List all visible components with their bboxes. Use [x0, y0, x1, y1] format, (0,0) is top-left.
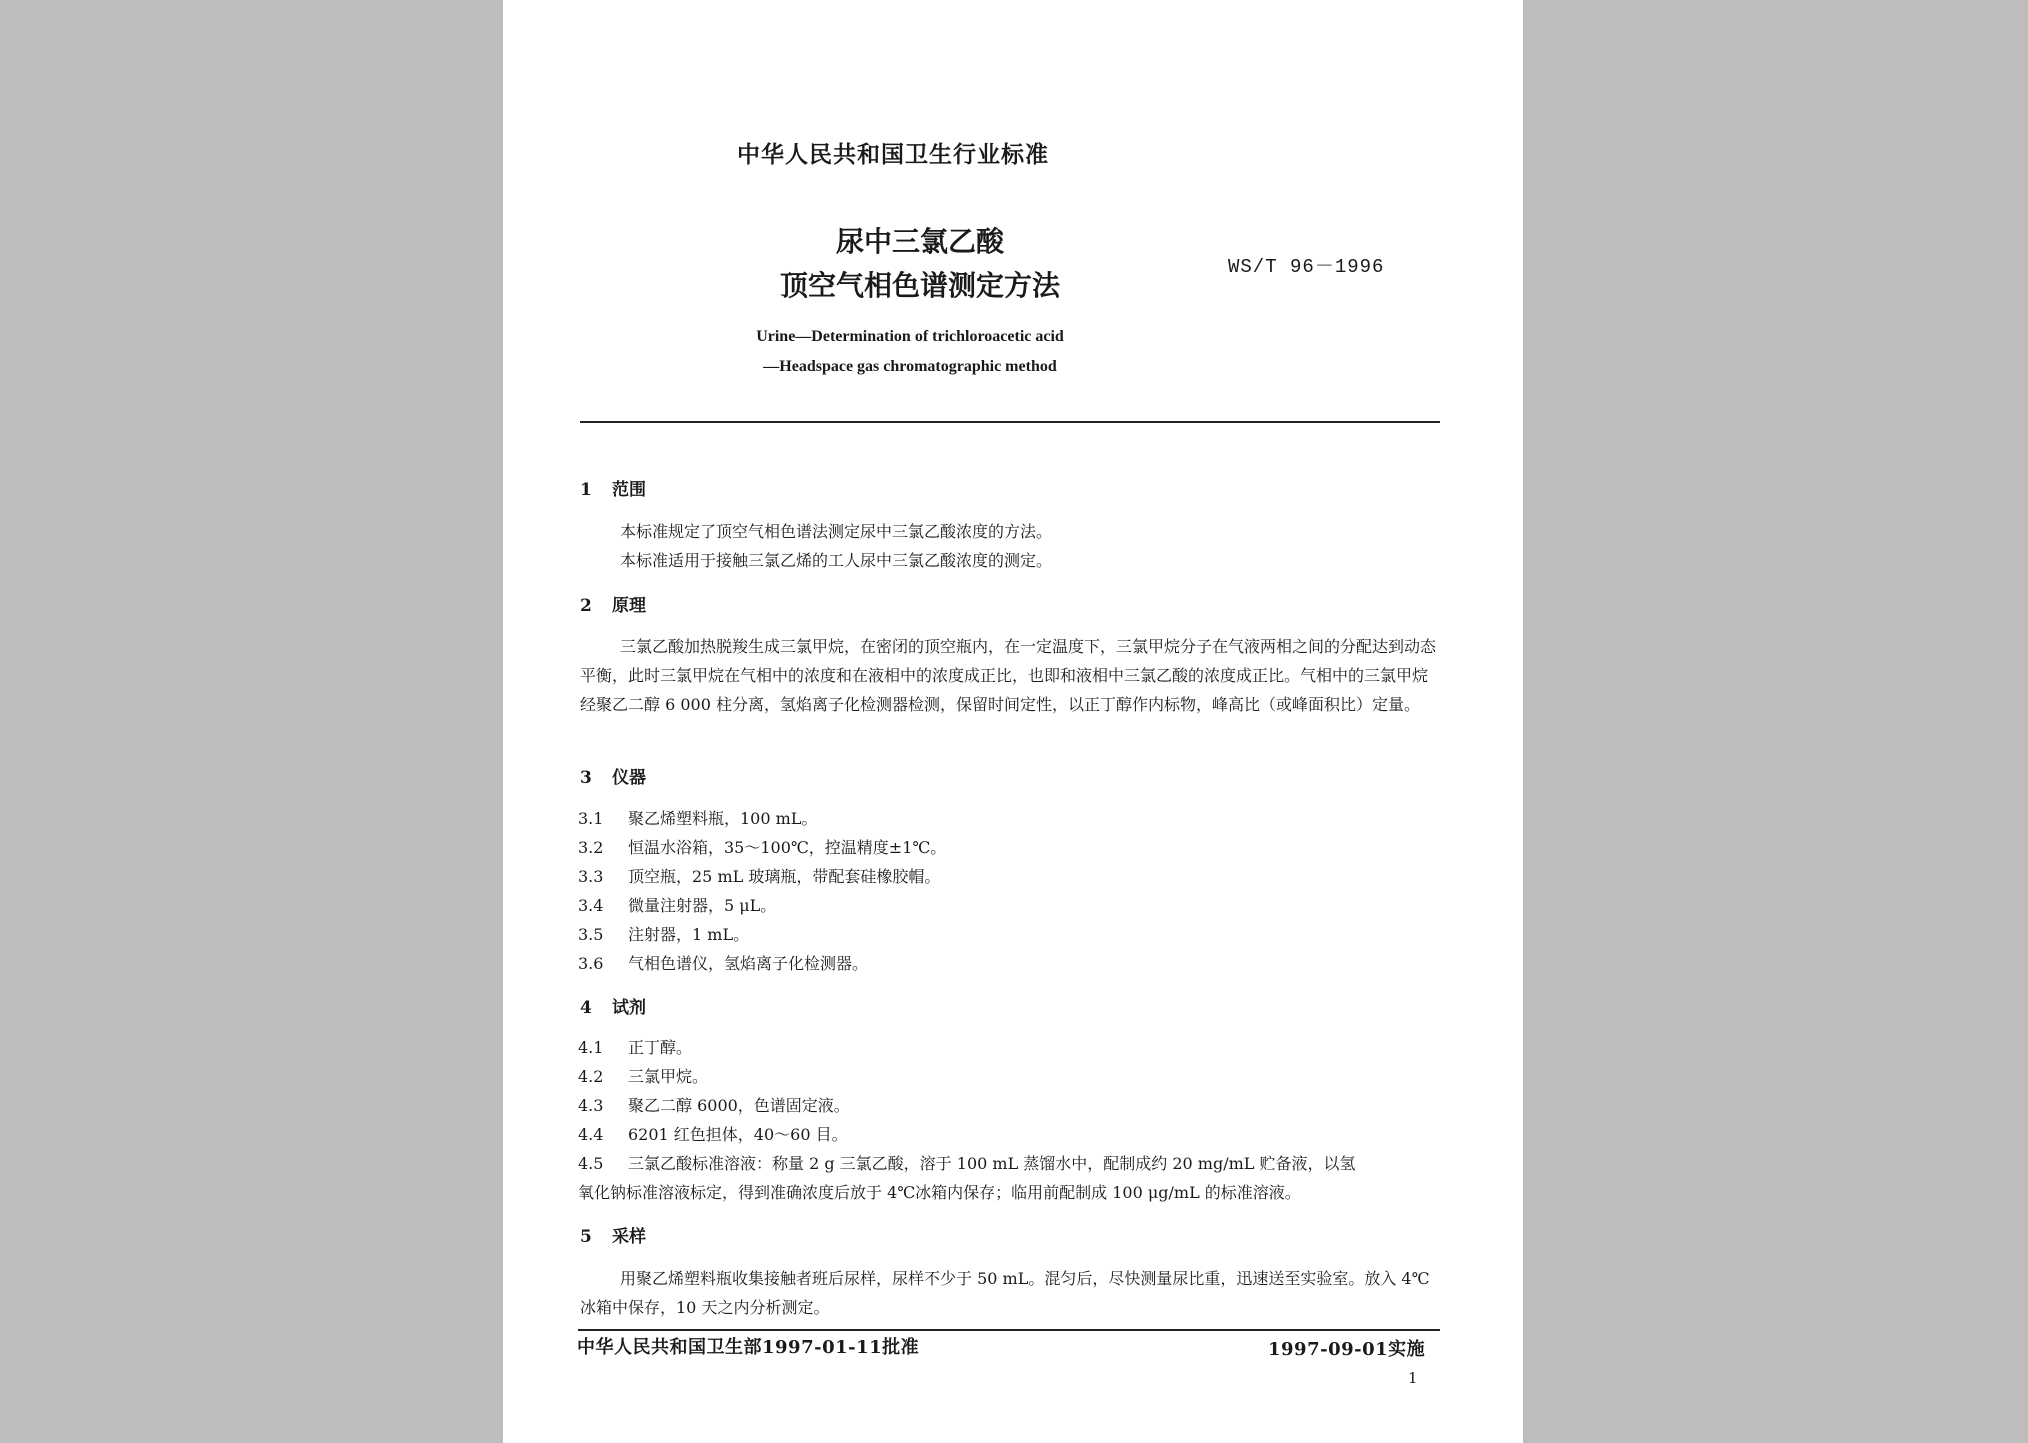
item-number: 3.3 — [578, 867, 604, 886]
list-item — [578, 951, 868, 974]
list-item — [578, 1035, 692, 1058]
list-item — [578, 1064, 708, 1087]
list-item — [578, 1093, 850, 1116]
item-number: 4.4 — [578, 1125, 604, 1144]
item-number: 4.3 — [578, 1096, 604, 1115]
item-text: 注射器，1 mL。 — [628, 925, 750, 944]
section-4-heading — [580, 993, 646, 1018]
list-item — [578, 1151, 1356, 1174]
item-text: 顶空瓶，25 mL 玻璃瓶，带配套硅橡胶帽。 — [628, 867, 941, 886]
section-1-paragraph-2: 本标准适用于接触三氯乙烯的工人尿中三氯乙酸浓度的测定。 — [620, 551, 1053, 570]
item-text: 正丁醇。 — [628, 1038, 693, 1057]
title-en-line2: —Headspace gas chromatographic method — [763, 358, 1057, 375]
list-item — [578, 835, 946, 858]
item-number: 4.5 — [578, 1154, 604, 1173]
section-title: 试剂 — [612, 998, 646, 1018]
section-number: 4 — [580, 998, 592, 1018]
list-item — [578, 1122, 848, 1145]
document-title-cn — [770, 220, 1070, 308]
section-2-paragraph: 三氯乙酸加热脱羧生成三氯甲烷，在密闭的顶空瓶内，在一定温度下，三氯甲烷分子在气液两相之间的分配达到动态平衡，此时三氯甲烷在气相中的浓度和在液相中的浓度成正比，也即和液相中三氯乙酸的浓度成正比。气相中的三氯甲烷经聚乙二醇 6 000 柱分离，氢焰离子化检测器检测，保留时间定性，以正丁醇作内标物，峰高比（或峰面积比）定量。 — [580, 637, 1437, 714]
section-number: 3 — [580, 768, 592, 788]
section-title: 仪器 — [612, 768, 646, 788]
item-text: 气相色谱仪，氢焰离子化检测器。 — [628, 954, 869, 973]
effective-date: 1997-09-01实施 — [1268, 1339, 1426, 1360]
item-text: 聚乙二醇 6000，色谱固定液。 — [628, 1096, 850, 1115]
section-2-heading — [580, 591, 646, 616]
section-number: 5 — [580, 1227, 592, 1247]
document-title-en — [700, 322, 1120, 382]
item-text: 聚乙烯塑料瓶，100 mL。 — [628, 809, 818, 828]
item-text: 微量注射器，5 μL。 — [628, 896, 777, 915]
section-number: 1 — [580, 480, 592, 500]
section-number: 2 — [580, 596, 592, 616]
section-1-paragraph-1: 本标准规定了顶空气相色谱法测定尿中三氯乙酸浓度的方法。 — [620, 522, 1053, 541]
document-page — [503, 0, 1523, 1443]
item-number: 4.1 — [578, 1038, 604, 1057]
title-en-line1: Urine—Determination of trichloroacetic acid — [756, 328, 1064, 345]
approval-date: 中华人民共和国卫生部1997-01-11批准 — [577, 1337, 920, 1358]
section-3-heading — [580, 763, 646, 788]
list-item — [578, 893, 776, 916]
list-item — [578, 864, 940, 887]
title-cn-line2: 顶空气相色谱测定方法 — [779, 269, 1060, 302]
section-5-heading — [580, 1222, 646, 1247]
section-title: 范围 — [612, 480, 646, 500]
footer-divider — [578, 1329, 1440, 1331]
item-text: 三氯乙酸标准溶液：称量 2 g 三氯乙酸，溶于 100 mL 蒸馏水中，配制成约 20 mg/mL 贮备液，以氢 — [628, 1154, 1356, 1173]
section-1-heading — [580, 475, 646, 500]
item-text: 6201 红色担体，40～60 目。 — [628, 1125, 848, 1144]
title-cn-line1: 尿中三氯乙酸 — [835, 225, 1004, 258]
standard-organization-header: 中华人民共和国卫生行业标准 — [737, 141, 1049, 168]
section-title: 采样 — [612, 1227, 646, 1247]
item-text: 恒温水浴箱，35～100℃，控温精度±1℃。 — [628, 838, 947, 857]
header-divider — [580, 421, 1440, 423]
item-text: 三氯甲烷。 — [628, 1067, 709, 1086]
item-number: 3.1 — [578, 809, 604, 828]
item-number: 3.5 — [578, 925, 604, 944]
standard-code: WS/T 96－1996 — [1228, 256, 1385, 278]
item-number: 3.2 — [578, 838, 604, 857]
list-item-continuation: 氧化钠标准溶液标定，得到准确浓度后放于 4℃冰箱内保存；临用前配制成 100 μg/mL 的标准溶液。 — [578, 1183, 1301, 1202]
list-item — [578, 922, 749, 945]
list-item — [578, 806, 817, 829]
page-number: 1 — [1408, 1369, 1418, 1387]
item-number: 3.6 — [578, 954, 604, 973]
item-number: 4.2 — [578, 1067, 604, 1086]
section-title: 原理 — [612, 596, 646, 616]
item-number: 3.4 — [578, 896, 604, 915]
section-5-paragraph: 用聚乙烯塑料瓶收集接触者班后尿样，尿样不少于 50 mL。混匀后，尽快测量尿比重，迅速送至实验室。放入 4℃冰箱中保存，10 天之内分析测定。 — [580, 1269, 1430, 1317]
